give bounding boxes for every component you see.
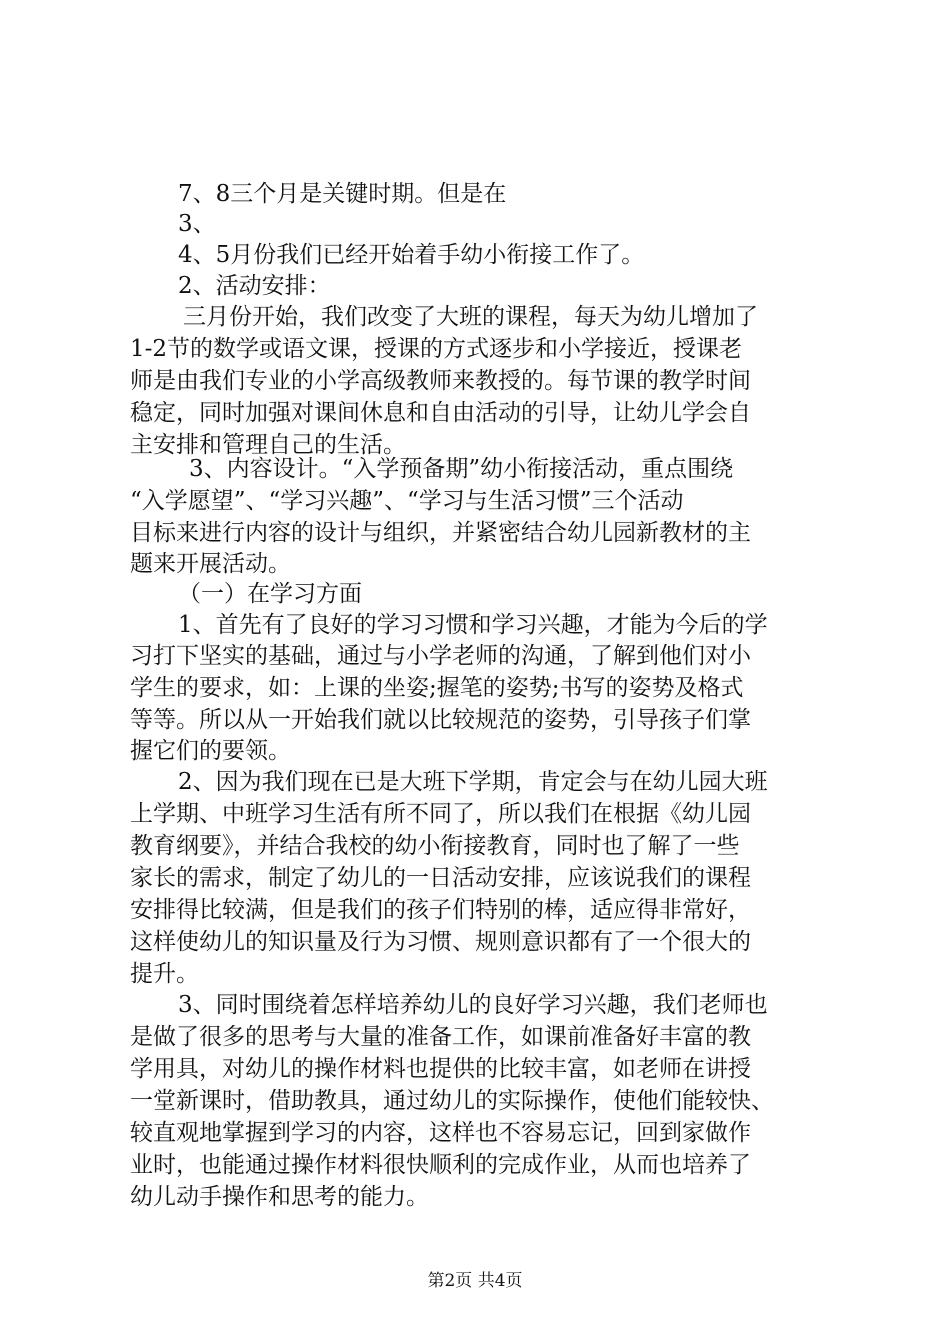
- text-line: 安排得比较满，但是我们的孩子们特别的棒，适应得非常好，: [130, 897, 751, 923]
- text-line: 题来开展活动。: [130, 551, 291, 577]
- text-line: 主安排和管理自己的生活。: [130, 432, 406, 458]
- text-line: 教育纲要》，并结合我校的幼小衔接教育，同时也了解了一些: [130, 833, 740, 859]
- text-line: 较直观地掌握到学习的内容，这样也不容易忘记，回到家做作: [130, 1120, 751, 1146]
- text-line: 2、活动安排：: [178, 273, 331, 299]
- text-line: 目标来进行内容的设计与组织，并紧密结合幼儿园新教材的主: [130, 520, 751, 546]
- text-line: “入学愿望”、“学习兴趣”、“学习与生活习惯”三个活动: [130, 488, 684, 514]
- text-line: 三月份开始，我们改变了大班的课程，每天为幼儿增加了: [183, 304, 758, 330]
- text-line: 1、首先有了良好的学习习惯和学习兴趣，才能为今后的学: [178, 612, 768, 638]
- text-line: 是做了很多的思考与大量的准备工作，如课前准备好丰富的教: [130, 1024, 751, 1050]
- text-line: 3、同时围绕着怎样培养幼儿的良好学习兴趣，我们老师也: [178, 992, 768, 1018]
- text-line: 师是由我们专业的小学高级教师来教授的。每节课的教学时间: [130, 368, 751, 394]
- section-heading: （一）在学习方面: [178, 581, 362, 607]
- text-line: 业时，也能通过操作材料很快顺利的完成作业，从而也培养了: [130, 1152, 751, 1178]
- text-line: 3、: [178, 211, 216, 237]
- text-line: 学用具，对幼儿的操作材料也提供的比较丰富，如老师在讲授: [130, 1056, 751, 1082]
- text-line: 1-2节的数学或语文课，授课的方式逐步和小学接近，授课老: [130, 336, 743, 362]
- text-line: 握它们的要领。: [130, 738, 291, 764]
- text-line: 3、内容设计。“入学预备期”幼小衔接活动，重点围绕: [189, 456, 734, 482]
- text-line: 稳定，同时加强对课间休息和自由活动的引导，让幼儿学会自: [130, 400, 751, 426]
- text-line: 7、8三个月是关键时期。但是在: [178, 181, 507, 207]
- text-line: 一堂新课时，借助教具，通过幼儿的实际操作，使他们能较快、: [130, 1088, 774, 1114]
- text-line: 习打下坚实的基础，通过与小学老师的沟通，了解到他们对小: [130, 643, 751, 669]
- text-line: 4、5月份我们已经开始着手幼小衔接工作了。: [178, 242, 645, 268]
- text-line: 幼儿动手操作和思考的能力。: [130, 1184, 429, 1210]
- page-number-footer: 第2页 共4页: [427, 1271, 523, 1291]
- text-line: 等等。所以从一开始我们就以比较规范的姿势，引导孩子们掌: [130, 707, 751, 733]
- text-line: 这样使幼儿的知识量及行为习惯、规则意识都有了一个很大的: [130, 929, 751, 955]
- text-line: 家长的需求，制定了幼儿的一日活动安排，应该说我们的课程: [130, 865, 751, 891]
- text-line: 2、因为我们现在已是大班下学期，肯定会与在幼儿园大班: [178, 769, 768, 795]
- text-line: 上学期、中班学习生活有所不同了，所以我们在根据《幼儿园: [130, 801, 751, 827]
- text-line: 提升。: [130, 961, 199, 987]
- text-line: 学生的要求，如：上课的坐姿;握笔的姿势;书写的姿势及格式: [130, 675, 744, 701]
